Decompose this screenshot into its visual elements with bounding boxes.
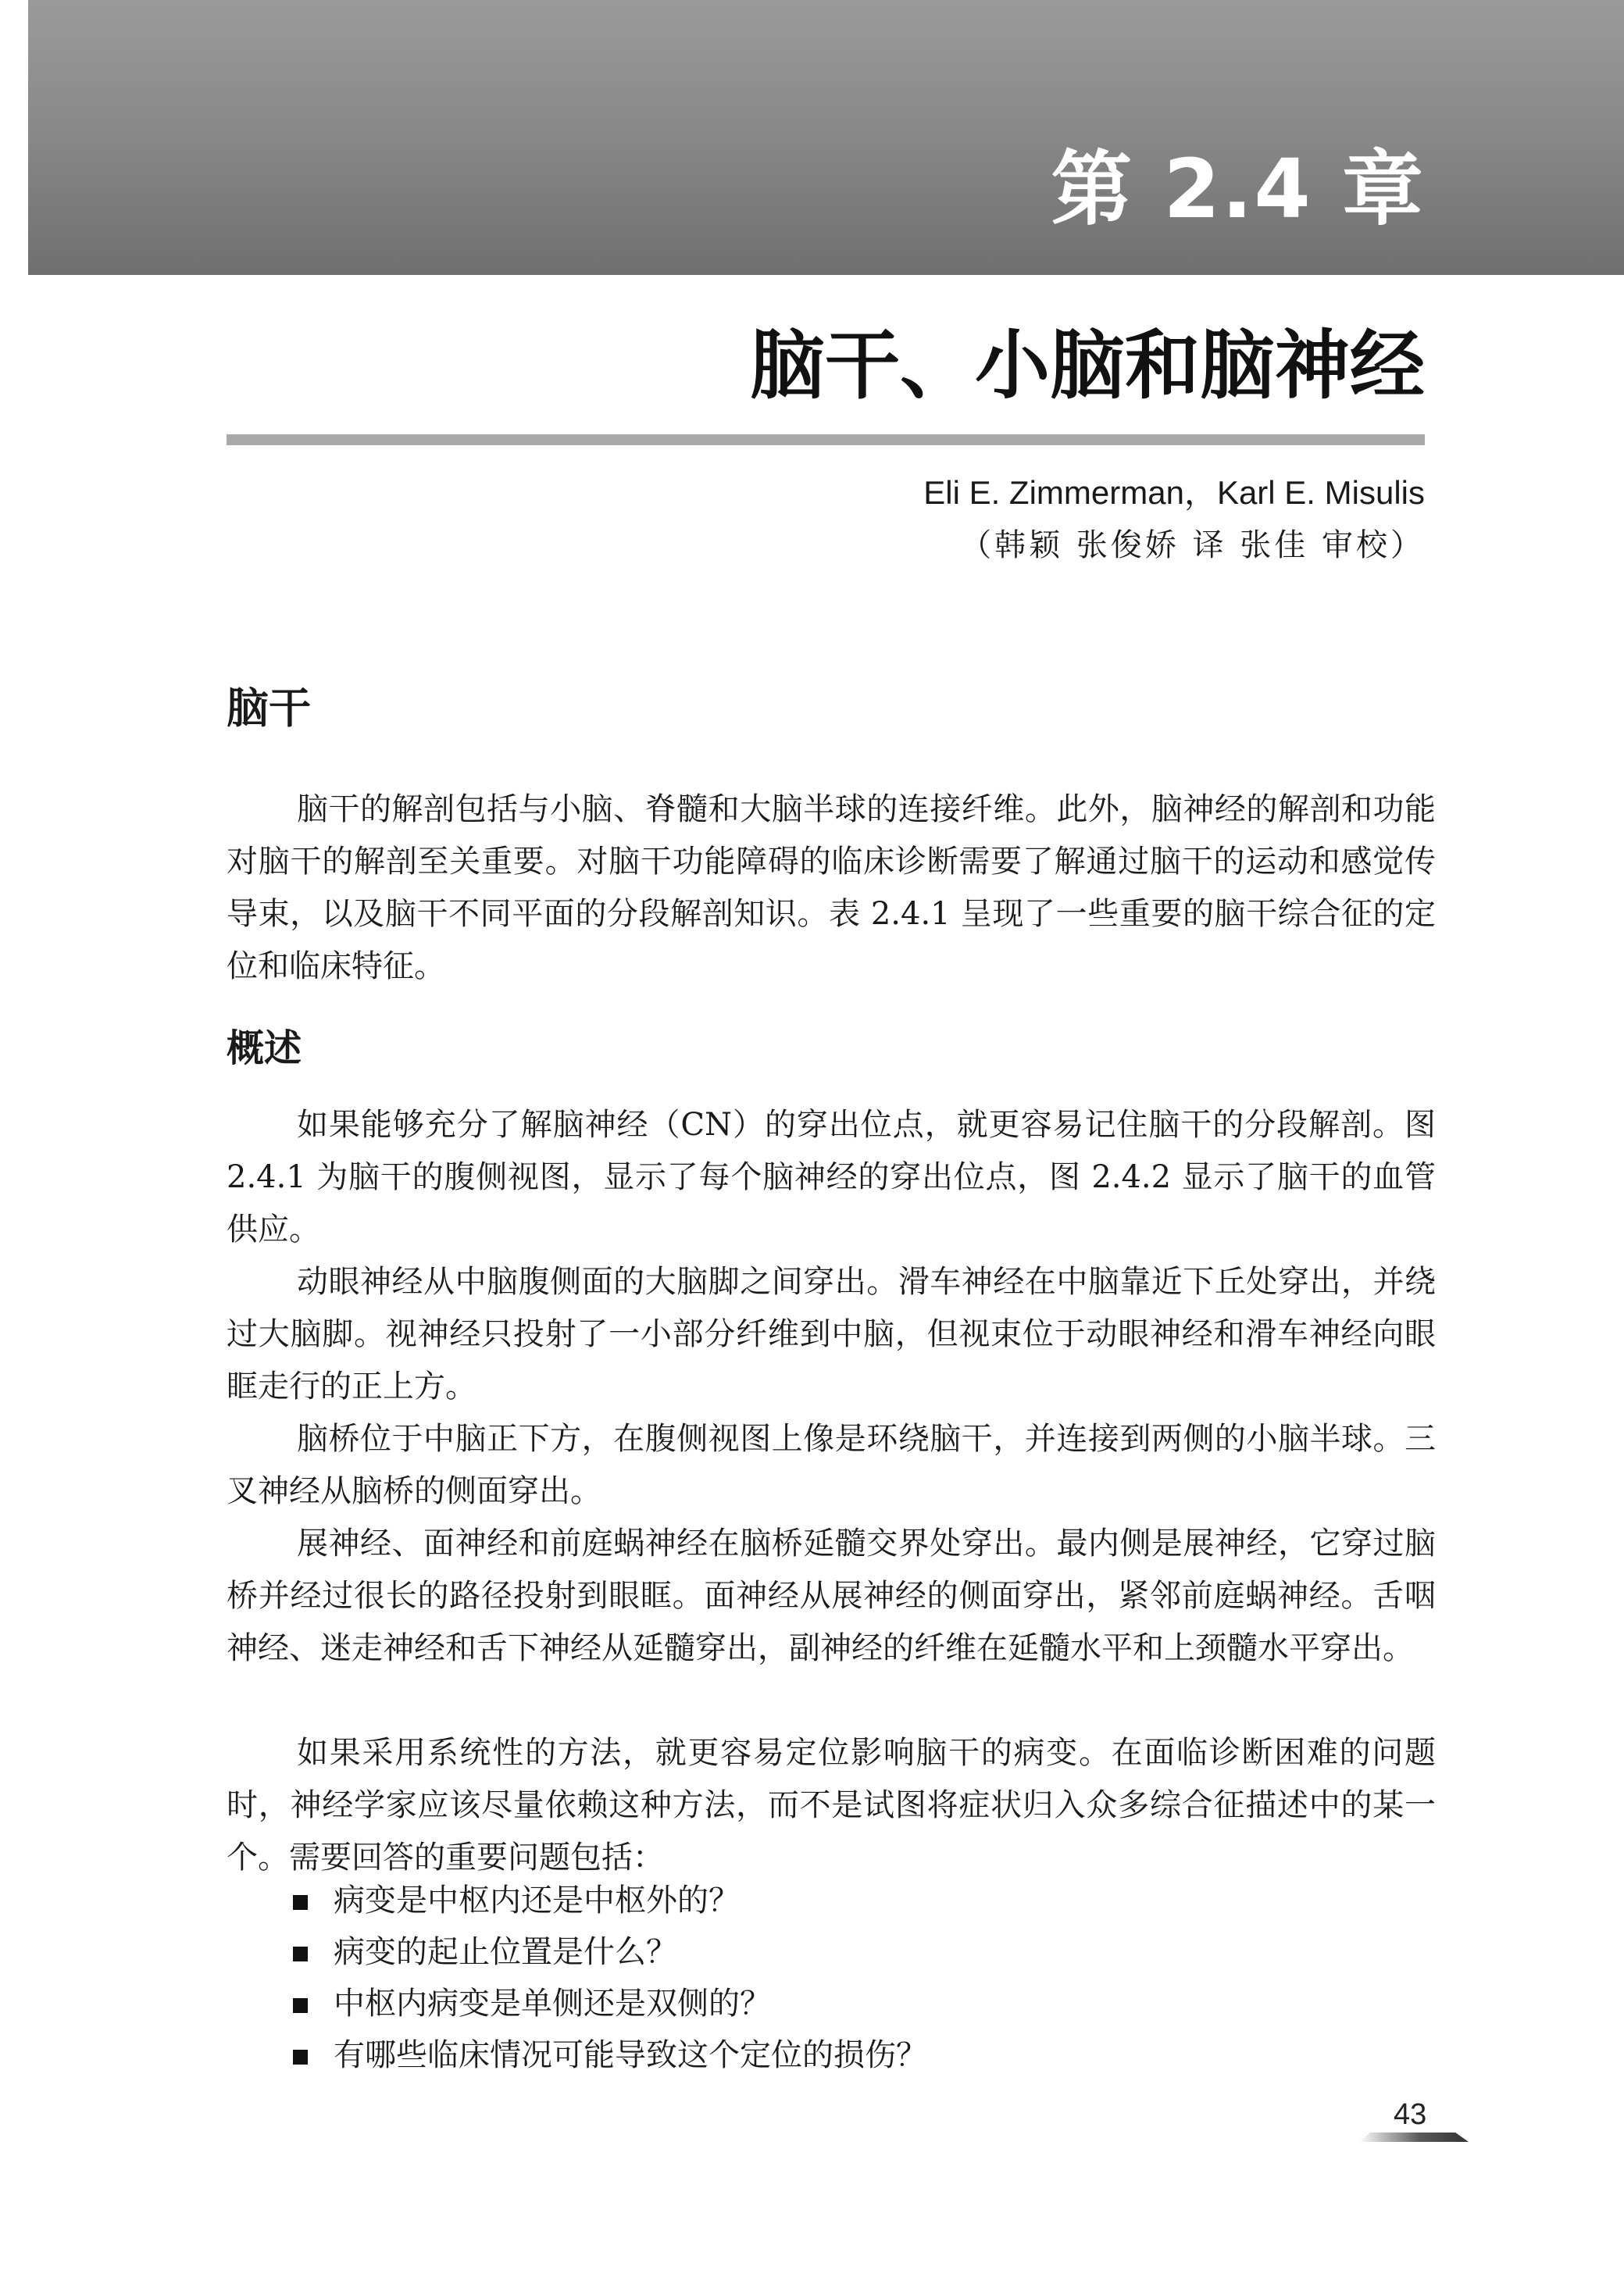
list-item (293, 2029, 1387, 2081)
page-number-ribbon (1359, 2133, 1469, 2142)
question-text: 病变是中枢内还是中枢外的？ (334, 1883, 740, 1918)
question-text: 病变的起止位置是什么？ (334, 1934, 677, 1970)
chapter-label: 第 2.4 章 (1051, 141, 1425, 237)
paragraph-overview-2: 动眼神经从中脑腹侧面的大脑脚之间穿出。滑车神经在中脑靠近下丘处穿出，并绕过大脑脚。视神经只投射了一小部分纤维到中脑，但视束位于动眼神经和滑车神经向眼眶走行的正上方。 (227, 1264, 1436, 1404)
paragraph-overview-3: 脑桥位于中脑正下方，在腹侧视图上像是环绕脑干，并连接到两侧的小脑半球。三叉神经从脑桥的侧面穿出。 (227, 1421, 1436, 1509)
section-intro-paragraph: 脑干的解剖包括与小脑、脊髓和大脑半球的连接纤维。此外，脑神经的解剖和功能对脑干的解剖至关重要。对脑干功能障碍的临床诊断需要了解通过脑干的运动和感觉传导束，以及脑干不同平面的分段解剖知识。表 2.4.1 呈现了一些重要的脑干综合征的定位和临床特征。 (227, 791, 1436, 984)
question-text: 中枢内病变是单侧还是双侧的？ (334, 1986, 771, 2022)
page-number: 43 (1394, 2098, 1427, 2131)
square-bullet-icon (293, 2050, 308, 2065)
square-bullet-icon (293, 1895, 308, 1910)
translators: （韩颖 张俊娇 译 张佳 审校） (960, 527, 1425, 563)
paragraph-overview-4: 展神经、面神经和前庭蜗神经在脑桥延髓交界处穿出。最内侧是展神经，它穿过脑桥并经过很长的路径投射到眼眶。面神经从展神经的侧面穿出，紧邻前庭蜗神经。舌咽神经、迷走神经和舌下神经从延髓穿出，副神经的纤维在延髓水平和上颈髓水平穿出。 (227, 1526, 1436, 1666)
subsection-heading: 概述 (227, 1026, 302, 1070)
list-item (293, 1875, 1387, 1926)
paragraph-overview-5: 如果采用系统性的方法，就更容易定位影响脑干的病变。在面临诊断困难的问题时，神经学家应该尽量依赖这种方法，而不是试图将症状归入众多综合征描述中的某一个。需要回答的重要问题包括： (227, 1735, 1436, 1876)
authors: Eli E. Zimmerman，Karl E. Misulis (923, 474, 1425, 511)
square-bullet-icon (293, 1998, 308, 2013)
square-bullet-icon (293, 1947, 308, 1961)
chapter-title: 脑干、小脑和脑神经 (750, 322, 1425, 409)
list-item (293, 1926, 1387, 1978)
title-divider (227, 434, 1425, 445)
list-item (293, 1978, 1387, 2029)
question-list (293, 1875, 1387, 2081)
question-text: 有哪些临床情况可能导致这个定位的损伤？ (334, 2037, 927, 2073)
section-heading: 脑干 (227, 683, 311, 733)
paragraph-overview-1: 如果能够充分了解脑神经（CN）的穿出位点，就更容易记住脑干的分段解剖。图 2.4.1 为脑干的腹侧视图，显示了每个脑神经的穿出位点，图 2.4.2 显示了脑干的血管供应。 (227, 1107, 1436, 1247)
